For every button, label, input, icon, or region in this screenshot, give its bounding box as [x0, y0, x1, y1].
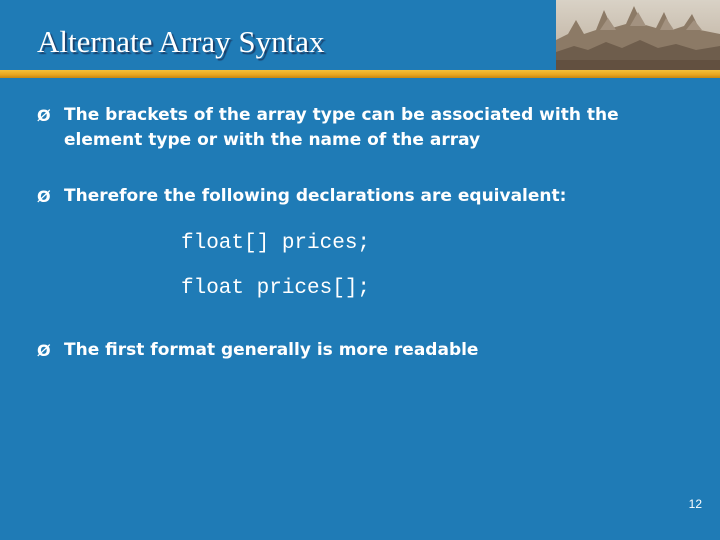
bullet-text: The first format generally is more readable [64, 340, 479, 360]
code-line-1: float[] prices; [181, 232, 371, 255]
bullet-item-1 [37, 103, 684, 153]
slide-header [0, 0, 720, 72]
temple-ruins-photo [556, 0, 720, 72]
header-photo [556, 0, 720, 72]
bullet-item-3 [37, 338, 684, 363]
title-divider [0, 70, 720, 78]
bullet-text: Therefore the following declarations are equivalent: [64, 186, 567, 206]
bullet-item-2 [37, 184, 684, 209]
arrow-bullet-icon: Ø [37, 106, 51, 125]
code-line-2: float prices[]; [181, 277, 371, 300]
page-number: 12 [688, 497, 702, 511]
bullet-text: The brackets of the array type can be associated with the element type or with the name of the array [64, 105, 619, 150]
slide-title: Alternate Array Syntax [37, 24, 325, 59]
arrow-bullet-icon: Ø [37, 341, 51, 360]
arrow-bullet-icon: Ø [37, 187, 51, 206]
